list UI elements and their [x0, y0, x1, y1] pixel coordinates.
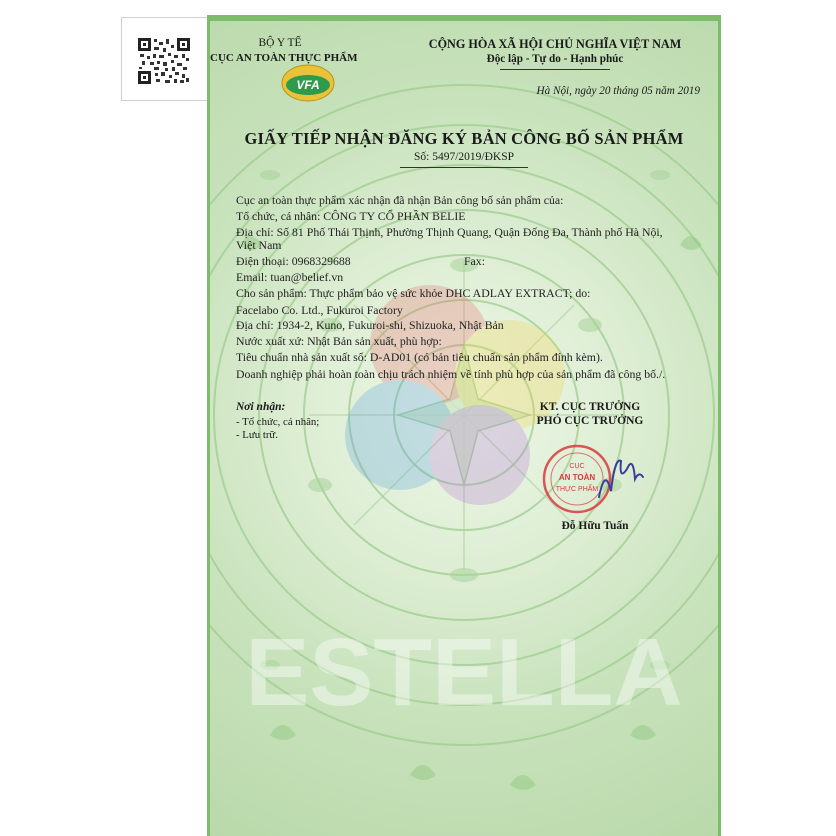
- address-line-1: Địa chỉ: Số 81 Phố Thái Thịnh, Phường Thịnh Quang, Quận Đống Đa, Thành phố Hà Nội,: [236, 225, 663, 239]
- motto-underline: [500, 69, 610, 70]
- vfa-logo-icon: [280, 63, 336, 103]
- product-line-1: Cho sản phẩm: Thực phẩm bảo vệ sức khỏe DHC ADLAY EXTRACT; do:: [236, 286, 591, 300]
- maker-address-line: Địa chỉ: 1934-2, Kuno, Fukuroi-shi, Shizuoka, Nhật Bản: [236, 318, 504, 332]
- origin-line: Nước xuất xứ: Nhật Bản sản xuất, phù hợp:: [236, 334, 442, 348]
- date-line: Hà Nội, ngày 20 tháng 05 năm 2019: [536, 85, 700, 97]
- qr-code-box: [121, 17, 209, 101]
- email-line: Email: tuan@belief.vn: [236, 270, 344, 284]
- document-number: Số: 5497/2019/ĐKSP: [413, 151, 514, 163]
- svg-text:CỤC: CỤC: [569, 463, 585, 470]
- organization-line: Tổ chức, cá nhân: CÔNG TY CỔ PHẦN BELIE: [236, 209, 466, 223]
- department-name: CỤC AN TOÀN THỰC PHẨM: [210, 52, 358, 64]
- recipients-label: Nơi nhận:: [236, 401, 286, 413]
- signatory-name: Đỗ Hữu Tuấn: [561, 520, 629, 532]
- official-stamp: [535, 439, 665, 519]
- svg-text:THỰC PHẨM: THỰC PHẨM: [555, 486, 599, 493]
- signatory-role-1: KT. CỤC TRƯỞNG: [539, 401, 641, 413]
- certificate-sheet: [207, 15, 721, 836]
- ministry-name: BỘ Y TẾ: [258, 37, 302, 49]
- national-motto: Độc lập - Tự do - Hạnh phúc: [486, 53, 624, 65]
- handwritten-signature-icon: [599, 461, 643, 497]
- phone-line: Điện thoại: 0968329688: [236, 254, 351, 268]
- address-line-2: Việt Nam: [236, 238, 282, 252]
- fax-line: Fax:: [464, 254, 485, 268]
- document-title: GIẤY TIẾP NHẬN ĐĂNG KÝ BẢN CÔNG BỐ SẢN PHẨM: [244, 129, 684, 148]
- standard-line: Tiêu chuẩn nhà sản xuất số: D-AD01 (có bản tiêu chuẩn sản phẩm đính kèm).: [236, 350, 603, 364]
- intro-line: Cục an toàn thực phẩm xác nhận đã nhận Bản công bố sản phẩm của:: [236, 193, 564, 207]
- svg-text:AN TOÀN: AN TOÀN: [558, 473, 596, 482]
- responsibility-line: Doanh nghiệp phải hoàn toàn chịu trách nhiệm về tính phù hợp của sản phẩm đã công bố./.: [236, 367, 666, 381]
- signatory-role-2: PHÓ CỤC TRƯỞNG: [536, 415, 644, 427]
- product-line-2: Facelabo Co. Ltd., Fukuroi Factory: [236, 303, 403, 317]
- qr-code-icon: [138, 38, 190, 84]
- recipient-item: - Tổ chức, cá nhân;: [236, 416, 320, 428]
- recipient-item: - Lưu trữ.: [236, 429, 278, 441]
- svg-text:VFA: VFA: [296, 78, 320, 92]
- svg-text:ESTELLA: ESTELLA: [245, 619, 683, 726]
- number-underline: [400, 167, 528, 168]
- republic-title: CỘNG HÒA XÃ HỘI CHỦ NGHĨA VIỆT NAM: [428, 37, 682, 51]
